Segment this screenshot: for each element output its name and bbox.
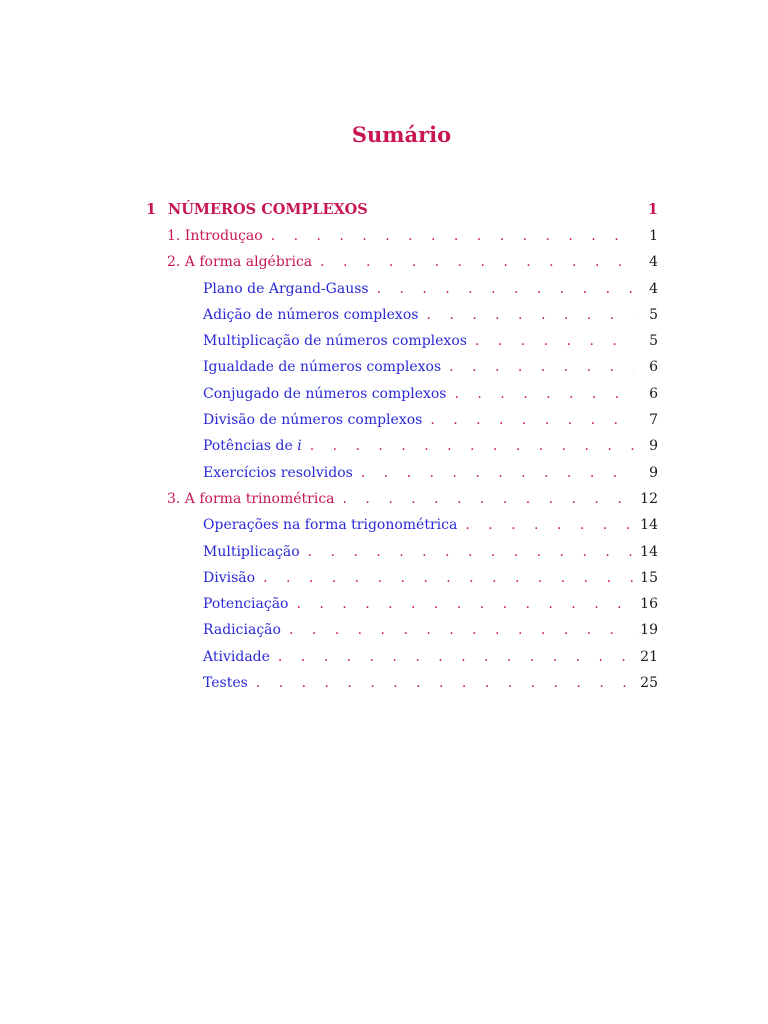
- toc-entry-page: 15: [640, 569, 658, 586]
- toc-entry-label: Atividade: [203, 648, 270, 665]
- dot-leader: [343, 486, 634, 512]
- toc-entry-page: 16: [640, 596, 658, 613]
- toc-entry-label-prefix: Potências de: [203, 438, 298, 455]
- chapter-page: 1: [647, 201, 658, 218]
- toc-entry-page: 14: [640, 517, 658, 534]
- toc-entry-label: Testes: [203, 675, 248, 692]
- toc-entry-label: Potenciação: [203, 596, 289, 613]
- dot-leader: [278, 644, 634, 670]
- dot-leader: [426, 302, 634, 328]
- toc-entry-operacoes[interactable]: [146, 512, 658, 538]
- toc-entry-page: 1: [649, 228, 658, 244]
- toc-entry-multiplicacao[interactable]: [146, 539, 658, 565]
- toc-entry-page: 5: [649, 333, 658, 350]
- toc-entry-divisao[interactable]: [146, 565, 658, 591]
- toc-entry-label: 2. A forma algébrica: [167, 254, 313, 271]
- toc-entry-radiciacao[interactable]: [146, 617, 658, 643]
- dot-leader: [475, 328, 634, 354]
- toc-entry-page: 25: [640, 675, 658, 692]
- dot-leader: [449, 354, 634, 380]
- toc-entry-conjugado[interactable]: [146, 381, 658, 407]
- dot-leader: [271, 223, 634, 249]
- page-title: Sumário: [351, 122, 452, 147]
- toc-entry-label: Igualdade de números complexos: [203, 359, 442, 376]
- dot-leader: [297, 591, 635, 617]
- toc-entry-page: 14: [640, 543, 658, 560]
- dot-leader: [256, 670, 634, 696]
- toc-chapter-1[interactable]: [146, 196, 658, 223]
- toc-entry-page: 6: [649, 359, 658, 376]
- dot-leader: [320, 249, 634, 275]
- dot-leader: [465, 512, 634, 538]
- dot-leader: [361, 460, 634, 486]
- toc-entry-label: Multiplicação de números complexos: [203, 333, 467, 350]
- dot-leader: [455, 381, 635, 407]
- toc-entry-page: 4: [649, 254, 658, 271]
- toc-entry-igualdade[interactable]: [146, 354, 658, 380]
- dot-leader: [377, 276, 634, 302]
- toc-entry-page: 5: [649, 306, 658, 323]
- toc-entry-atividade[interactable]: [146, 644, 658, 670]
- toc-entry-forma-algebrica[interactable]: [146, 249, 658, 275]
- toc-entry-testes[interactable]: [146, 670, 658, 696]
- toc-entry-label: Plano de Argand-Gauss: [203, 280, 369, 297]
- dot-leader: [289, 617, 634, 643]
- toc-entry-introducao[interactable]: [146, 223, 658, 249]
- toc-entry-page: 9: [649, 438, 658, 455]
- toc-entry-label: Operações na forma trigonométrica: [203, 517, 458, 534]
- toc-entry-plano-argand-gauss[interactable]: [146, 276, 658, 302]
- table-of-contents: [146, 196, 658, 696]
- toc-entry-label: Divisão de números complexos: [203, 412, 423, 429]
- toc-entry-label: Adição de números complexos: [203, 306, 419, 323]
- toc-entry-exercicios[interactable]: [146, 460, 658, 486]
- toc-entry-divisao-complexos[interactable]: [146, 407, 658, 433]
- toc-entry-potenciacao[interactable]: [146, 591, 658, 617]
- toc-entry-adicao[interactable]: [146, 302, 658, 328]
- toc-entry-label: [203, 433, 302, 459]
- toc-entry-label-var: i: [297, 438, 302, 455]
- chapter-title: NÚMEROS COMPLEXOS: [168, 201, 368, 218]
- toc-entry-label: Conjugado de números complexos: [203, 385, 447, 402]
- toc-entry-label: Radiciação: [203, 622, 281, 639]
- toc-entry-label: Exercícios resolvidos: [203, 464, 353, 481]
- toc-entry-page: 19: [640, 622, 658, 639]
- toc-entry-multiplicacao-complexos[interactable]: [146, 328, 658, 354]
- dot-leader: [263, 565, 634, 591]
- toc-entry-page: 12: [640, 490, 658, 507]
- toc-entry-page: 9: [649, 464, 658, 481]
- toc-entry-label: 3. A forma trinométrica: [167, 490, 335, 507]
- chapter-number: 1: [146, 201, 157, 218]
- toc-entry-page: 4: [649, 280, 658, 297]
- toc-entry-label: Multiplicação: [203, 543, 300, 560]
- toc-entry-page: 21: [640, 648, 658, 665]
- toc-entry-potencias[interactable]: [146, 433, 658, 459]
- toc-entry-label: 1. Introduçao: [167, 228, 263, 244]
- toc-entry-forma-trinometrica[interactable]: [146, 486, 658, 512]
- dot-leader: [310, 433, 634, 459]
- dot-leader: [308, 539, 634, 565]
- toc-entry-page: 7: [649, 412, 658, 429]
- toc-entry-page: 6: [649, 385, 658, 402]
- toc-entry-label: Divisão: [203, 569, 256, 586]
- dot-leader: [430, 407, 634, 433]
